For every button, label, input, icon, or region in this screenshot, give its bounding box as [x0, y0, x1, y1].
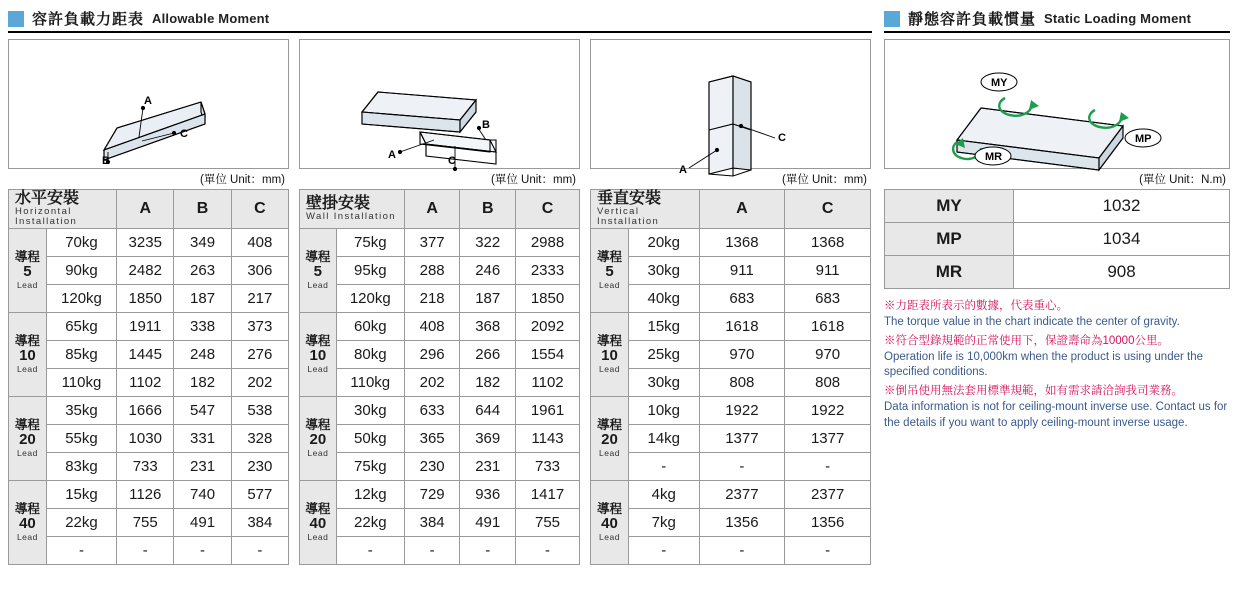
value-cell: 683 [699, 285, 785, 313]
value-cell: 338 [174, 313, 231, 341]
value-cell: 2377 [699, 481, 785, 509]
figure-label-c: C [448, 155, 456, 167]
value-cell: 577 [231, 481, 288, 509]
table-row [9, 313, 289, 341]
value-cell: - [699, 537, 785, 565]
note-1: ※力距表所表示的數據，代表重心。 The torque value in the chart indicate the center of gravity. [884, 300, 1180, 328]
load-cell: 110kg [46, 369, 116, 397]
value-cell: 377 [404, 229, 460, 257]
value-cell: - [404, 537, 460, 565]
value-cell: 911 [699, 257, 785, 285]
figure-label-mp: MP [1135, 133, 1152, 145]
table-row [9, 229, 289, 257]
value-cell: 491 [174, 509, 231, 537]
lead-cell: 導程 5 Lead [300, 229, 337, 313]
load-cell: 95kg [336, 257, 404, 285]
table-row [9, 397, 289, 425]
moment-value: 908 [1014, 256, 1230, 289]
lead-cell: 導程 10 Lead [591, 313, 629, 397]
value-cell: - [785, 537, 871, 565]
table-header-name-wall: 壁掛安裝 Wall Installation [300, 190, 405, 229]
load-cell: 83kg [46, 453, 116, 481]
value-cell: 384 [404, 509, 460, 537]
static-loading-moment-header [884, 8, 1230, 33]
moment-value: 1034 [1014, 223, 1230, 256]
col-header-b: B [174, 190, 231, 229]
allowable-moment-section [8, 8, 872, 565]
value-cell: 231 [460, 453, 516, 481]
table-row [9, 369, 289, 397]
value-cell: 547 [174, 397, 231, 425]
value-cell: 182 [460, 369, 516, 397]
value-cell: 1618 [785, 313, 871, 341]
column-horizontal [8, 39, 289, 565]
value-cell: - [699, 453, 785, 481]
col-header-a: A [404, 190, 460, 229]
figure-label-a: A [388, 149, 396, 161]
load-cell: 12kg [336, 481, 404, 509]
table-wall [299, 189, 580, 565]
value-cell: 755 [117, 509, 174, 537]
lead-cell: 導程 5 Lead [9, 229, 47, 313]
value-cell: - [231, 537, 288, 565]
table-static-moment [884, 189, 1230, 289]
value-cell: 306 [231, 257, 288, 285]
value-cell: 248 [174, 341, 231, 369]
table-row [591, 397, 871, 425]
value-cell: 1911 [117, 313, 174, 341]
value-cell: 1850 [117, 285, 174, 313]
load-cell: 20kg [628, 229, 699, 257]
table-row [885, 190, 1230, 223]
load-cell: 10kg [628, 397, 699, 425]
table-row [300, 285, 580, 313]
value-cell: 1368 [785, 229, 871, 257]
load-cell: 80kg [336, 341, 404, 369]
value-cell: 368 [460, 313, 516, 341]
value-cell: - [785, 453, 871, 481]
lead-cell: 導程 40 Lead [591, 481, 629, 565]
column-vertical [590, 39, 871, 565]
value-cell: 1377 [699, 425, 785, 453]
value-cell: - [460, 537, 516, 565]
load-cell: 15kg [46, 481, 116, 509]
table-row [300, 229, 580, 257]
table-row [9, 481, 289, 509]
figure-wall [299, 39, 580, 169]
value-cell: 2092 [516, 313, 580, 341]
value-cell: 1961 [516, 397, 580, 425]
value-cell: 331 [174, 425, 231, 453]
unit-label-mm-1: (單位 Unit：mm) [200, 174, 285, 186]
table-row [9, 509, 289, 537]
load-cell: 75kg [336, 453, 404, 481]
value-cell: 2333 [516, 257, 580, 285]
table-row [591, 369, 871, 397]
lead-cell: 導程 5 Lead [591, 229, 629, 313]
load-cell: - [336, 537, 404, 565]
value-cell: 2377 [785, 481, 871, 509]
table-row [591, 453, 871, 481]
value-cell: 936 [460, 481, 516, 509]
col-header-a: A [117, 190, 174, 229]
table-row [591, 537, 871, 565]
value-cell: 263 [174, 257, 231, 285]
value-cell: 1922 [785, 397, 871, 425]
value-cell: 1143 [516, 425, 580, 453]
notes-block [884, 299, 1230, 432]
load-cell: 40kg [628, 285, 699, 313]
table-row [9, 257, 289, 285]
value-cell: 408 [404, 313, 460, 341]
value-cell: 1554 [516, 341, 580, 369]
load-cell: 30kg [628, 257, 699, 285]
load-cell: 22kg [46, 509, 116, 537]
value-cell: 911 [785, 257, 871, 285]
load-cell: 35kg [46, 397, 116, 425]
value-cell: 328 [231, 425, 288, 453]
value-cell: 266 [460, 341, 516, 369]
value-cell: 296 [404, 341, 460, 369]
value-cell: 683 [785, 285, 871, 313]
value-cell: 1618 [699, 313, 785, 341]
table-row [885, 256, 1230, 289]
value-cell: 733 [516, 453, 580, 481]
table-row [591, 229, 871, 257]
moment-value: 1032 [1014, 190, 1230, 223]
col-header-a: A [699, 190, 785, 229]
figure-horizontal [8, 39, 289, 169]
unit-label-mm-3: (單位 Unit：mm) [782, 174, 867, 186]
col-header-c: C [231, 190, 288, 229]
value-cell: 369 [460, 425, 516, 453]
value-cell: 538 [231, 397, 288, 425]
load-cell: 75kg [336, 229, 404, 257]
value-cell: 182 [174, 369, 231, 397]
load-cell: 65kg [46, 313, 116, 341]
load-cell: 90kg [46, 257, 116, 285]
lead-cell: 導程 10 Lead [300, 313, 337, 397]
value-cell: 1666 [117, 397, 174, 425]
load-cell: 15kg [628, 313, 699, 341]
section-title-en: Allowable Moment [152, 11, 270, 26]
note-2: ※符合型錄規範的正常使用下，保證壽命為10000公里。 Operation life is 10,000km when the product is using under the specified conditions. [884, 334, 1203, 379]
figure-static-moment [884, 39, 1230, 169]
value-cell: 2482 [117, 257, 174, 285]
load-cell: 7kg [628, 509, 699, 537]
figure-vertical [590, 39, 871, 176]
figure-label-b: B [482, 119, 490, 131]
value-cell: 1377 [785, 425, 871, 453]
load-cell: - [628, 537, 699, 565]
table-row [300, 397, 580, 425]
value-cell: 1356 [785, 509, 871, 537]
table-row [885, 223, 1230, 256]
lead-cell: 導程 10 Lead [9, 313, 47, 397]
value-cell: 1445 [117, 341, 174, 369]
table-horizontal [8, 189, 289, 565]
load-cell: 120kg [46, 285, 116, 313]
section-title-cn: 靜態容許負載慣量 [908, 11, 1037, 28]
table-header-name-vertical: 垂直安裝 Vertical Installation [591, 190, 700, 229]
table-row [300, 257, 580, 285]
moment-label: MR [885, 256, 1014, 289]
value-cell: 729 [404, 481, 460, 509]
load-cell: 25kg [628, 341, 699, 369]
load-cell: 55kg [46, 425, 116, 453]
load-cell: 22kg [336, 509, 404, 537]
value-cell: 217 [231, 285, 288, 313]
table-row [591, 313, 871, 341]
figure-label-a: A [144, 95, 152, 107]
table-row [300, 341, 580, 369]
table-row [591, 341, 871, 369]
table-row [300, 313, 580, 341]
table-row [9, 453, 289, 481]
value-cell: 202 [231, 369, 288, 397]
value-cell: 1356 [699, 509, 785, 537]
value-cell: 373 [231, 313, 288, 341]
load-cell: 30kg [336, 397, 404, 425]
value-cell: 230 [404, 453, 460, 481]
unit-label-nm: (單位 Unit：N.m) [1139, 174, 1226, 186]
value-cell: 246 [460, 257, 516, 285]
lead-cell: 導程 40 Lead [300, 481, 337, 565]
load-cell: - [46, 537, 116, 565]
value-cell: 276 [231, 341, 288, 369]
table-row [9, 425, 289, 453]
value-cell: 733 [117, 453, 174, 481]
figure-label-a: A [679, 164, 687, 176]
static-loading-moment-section [884, 8, 1230, 435]
value-cell: 808 [785, 369, 871, 397]
figure-label-c: C [778, 132, 786, 144]
value-cell: 740 [174, 481, 231, 509]
value-cell: 218 [404, 285, 460, 313]
value-cell: 2988 [516, 229, 580, 257]
table-row [591, 481, 871, 509]
figure-label-my: MY [991, 77, 1008, 89]
section-title-cn: 容許負載力距表 [32, 11, 145, 28]
value-cell: 3235 [117, 229, 174, 257]
section-title-en: Static Loading Moment [1044, 11, 1192, 26]
table-row [591, 425, 871, 453]
table-row [300, 369, 580, 397]
load-cell: 85kg [46, 341, 116, 369]
figure-label-mr: MR [985, 151, 1003, 163]
table-row [591, 509, 871, 537]
load-cell: 30kg [628, 369, 699, 397]
column-wall [299, 39, 580, 565]
value-cell: 808 [699, 369, 785, 397]
load-cell: 50kg [336, 425, 404, 453]
moment-label: MY [885, 190, 1014, 223]
table-row [9, 341, 289, 369]
value-cell: 365 [404, 425, 460, 453]
table-row [300, 453, 580, 481]
value-cell: - [117, 537, 174, 565]
load-cell: - [628, 453, 699, 481]
note-3: ※倒吊使用無法套用標準規範，如有需求請洽詢我司業務。 Data information is not for ceiling-mount inverse use. Contact us for the details if you want to apply ceiling-mount inverse usage. [884, 385, 1228, 430]
value-cell: 1417 [516, 481, 580, 509]
table-row [591, 285, 871, 313]
value-cell: 1368 [699, 229, 785, 257]
table-row [300, 481, 580, 509]
load-cell: 14kg [628, 425, 699, 453]
lead-cell: 導程 20 Lead [300, 397, 337, 481]
value-cell: 755 [516, 509, 580, 537]
value-cell: - [174, 537, 231, 565]
table-row [9, 537, 289, 565]
value-cell: 231 [174, 453, 231, 481]
value-cell: 1030 [117, 425, 174, 453]
allowable-moment-header [8, 8, 872, 33]
section-swatch-icon [884, 11, 900, 27]
value-cell: 230 [231, 453, 288, 481]
unit-label-mm-2: (單位 Unit：mm) [491, 174, 576, 186]
table-vertical [590, 189, 871, 565]
table-row [9, 285, 289, 313]
lead-cell: 導程 40 Lead [9, 481, 47, 565]
load-cell: 4kg [628, 481, 699, 509]
value-cell: 1850 [516, 285, 580, 313]
load-cell: 70kg [46, 229, 116, 257]
value-cell: 491 [460, 509, 516, 537]
figure-label-b: B [102, 155, 110, 167]
lead-cell: 導程 20 Lead [9, 397, 47, 481]
load-cell: 110kg [336, 369, 404, 397]
figure-label-c: C [180, 128, 188, 140]
value-cell: 384 [231, 509, 288, 537]
table-row [300, 509, 580, 537]
value-cell: 1922 [699, 397, 785, 425]
value-cell: 970 [699, 341, 785, 369]
value-cell: 970 [785, 341, 871, 369]
value-cell: 187 [174, 285, 231, 313]
table-row [300, 537, 580, 565]
moment-label: MP [885, 223, 1014, 256]
value-cell: 1102 [516, 369, 580, 397]
value-cell: 202 [404, 369, 460, 397]
value-cell: 644 [460, 397, 516, 425]
load-cell: 120kg [336, 285, 404, 313]
table-header-name-horizontal: 水平安裝 Horizontal Installation [9, 190, 117, 229]
value-cell: 322 [460, 229, 516, 257]
value-cell: 349 [174, 229, 231, 257]
value-cell: 1126 [117, 481, 174, 509]
lead-cell: 導程 20 Lead [591, 397, 629, 481]
col-header-b: B [460, 190, 516, 229]
table-row [591, 257, 871, 285]
col-header-c: C [785, 190, 871, 229]
value-cell: 187 [460, 285, 516, 313]
col-header-c: C [516, 190, 580, 229]
value-cell: 408 [231, 229, 288, 257]
table-row [300, 425, 580, 453]
value-cell: 1102 [117, 369, 174, 397]
load-cell: 60kg [336, 313, 404, 341]
value-cell: 288 [404, 257, 460, 285]
value-cell: 633 [404, 397, 460, 425]
section-swatch-icon [8, 11, 24, 27]
value-cell: - [516, 537, 580, 565]
